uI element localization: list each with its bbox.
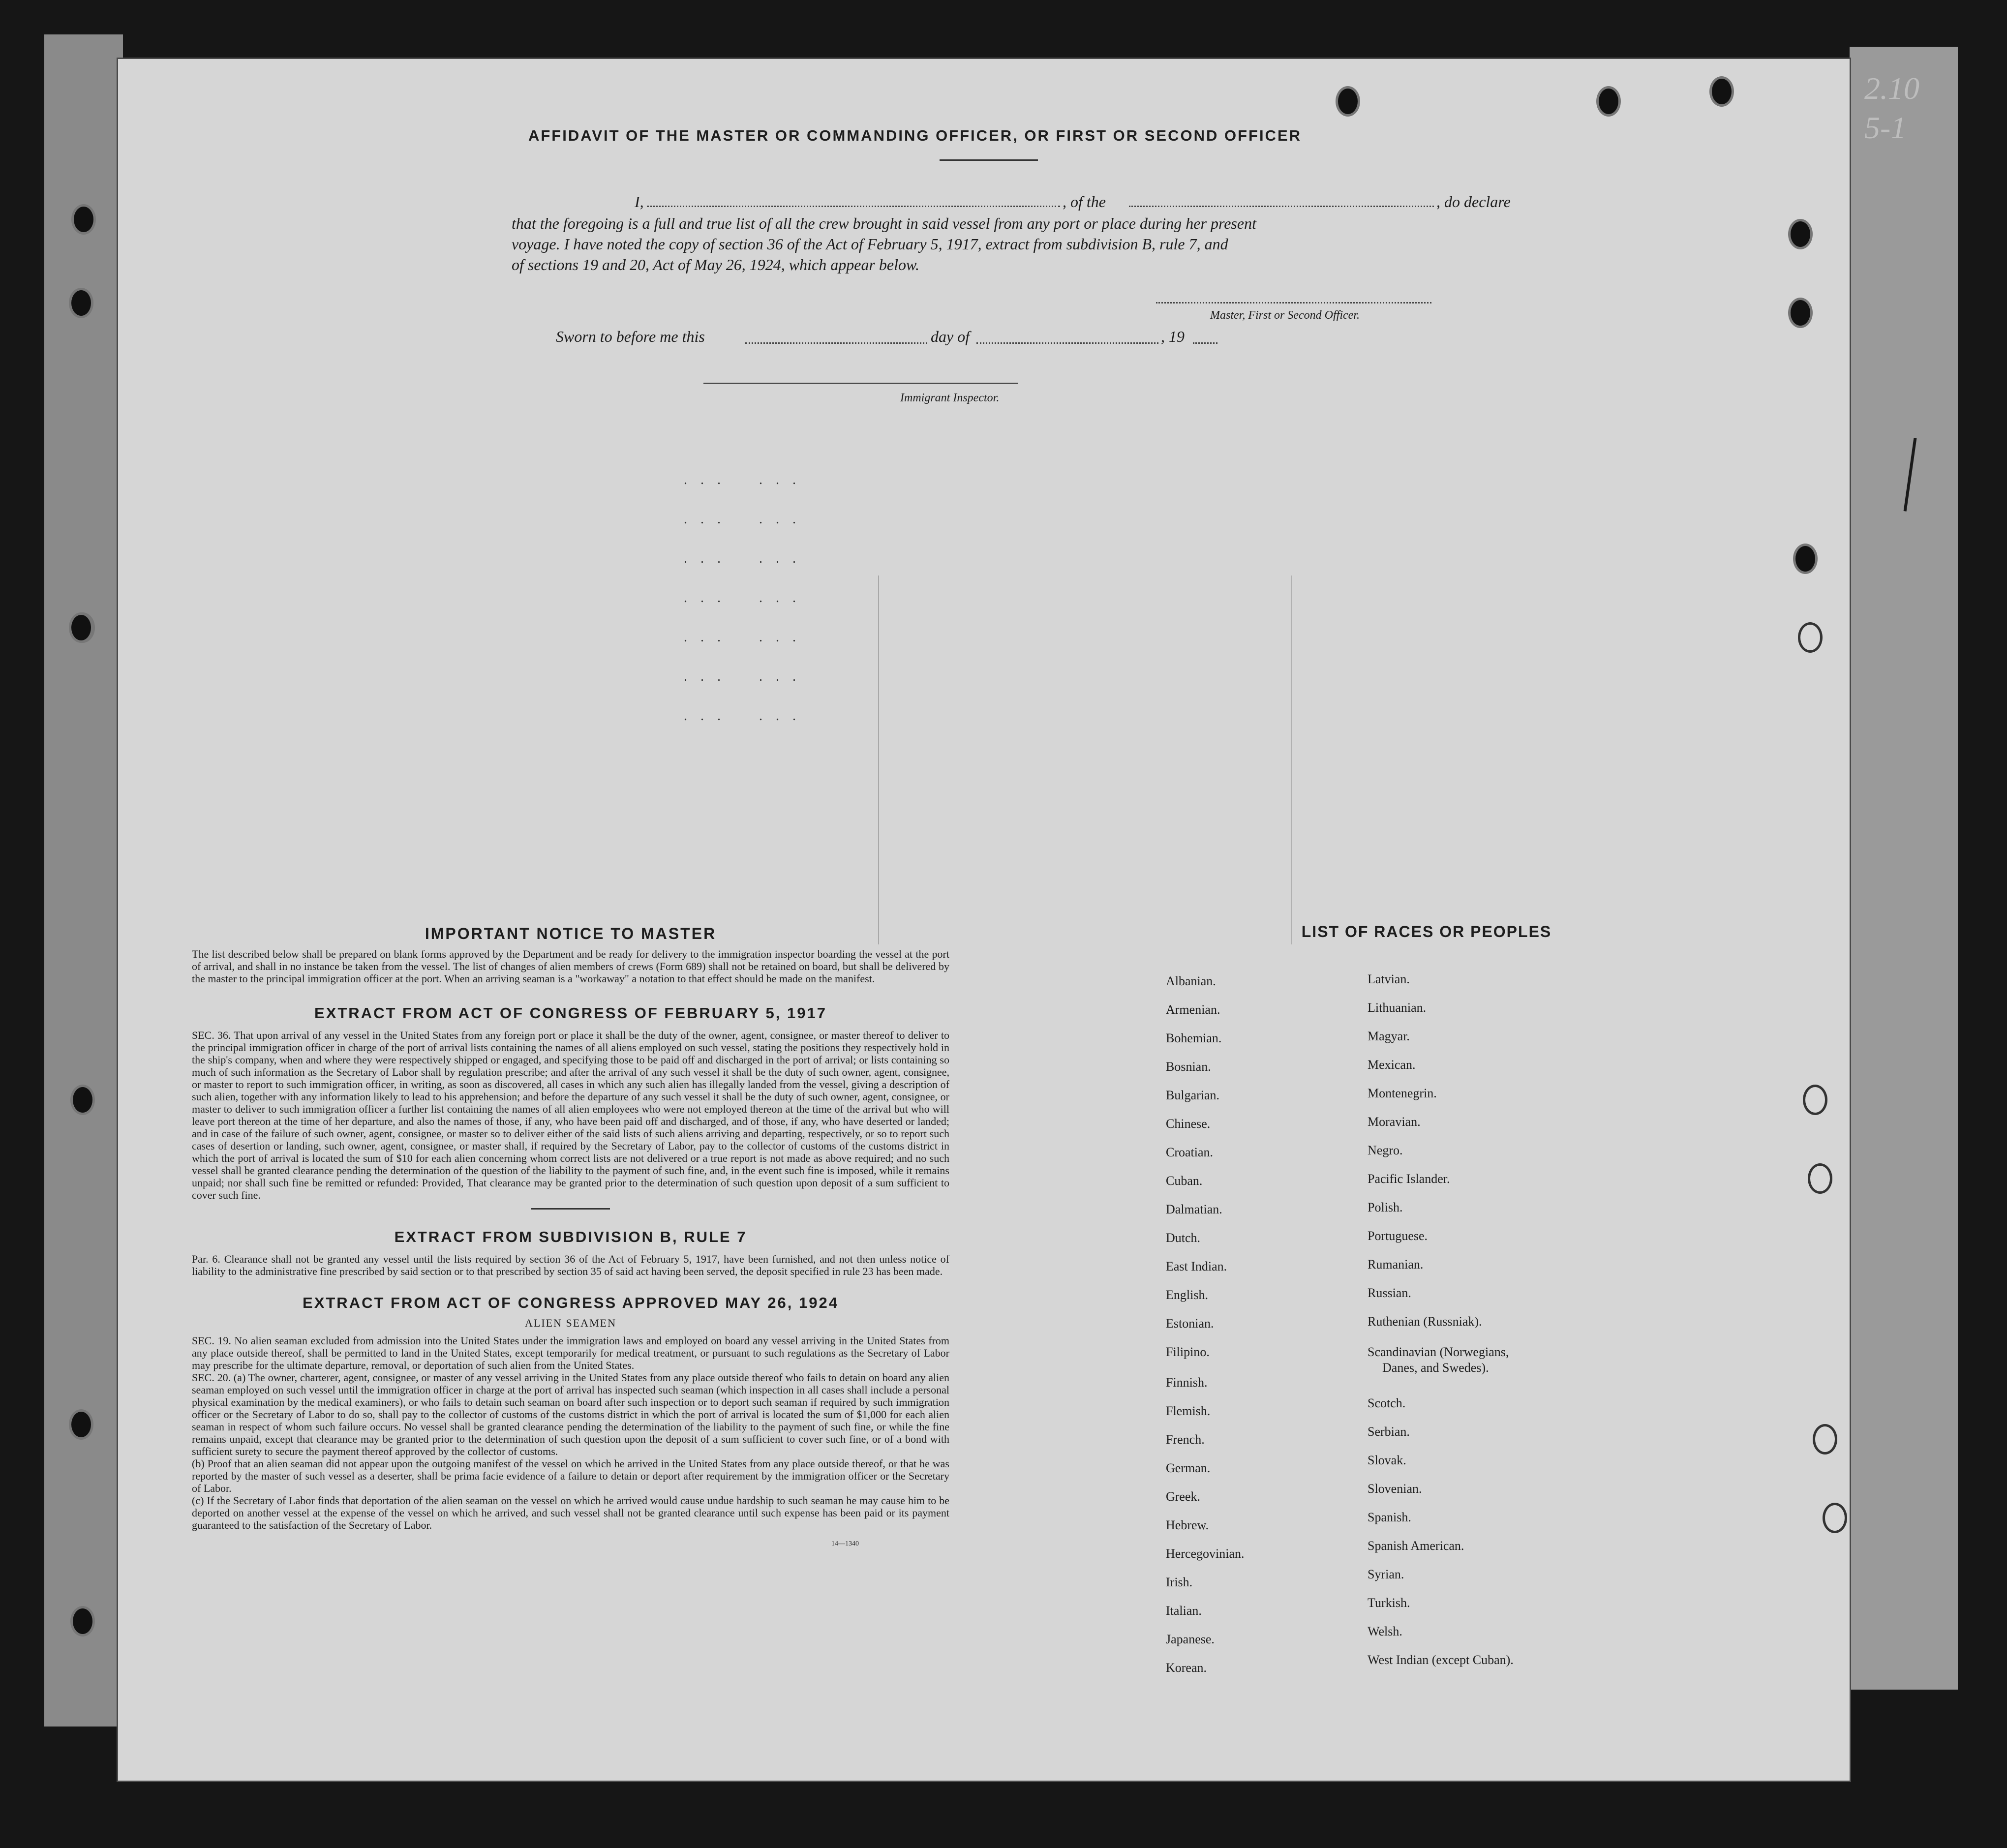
sworn-day-of: day of — [931, 328, 970, 345]
sec20c-body: (c) If the Secretary of Labor finds that deportation of the alien seaman on the vessel on which he arrived would cause undue hardship to such seaman he may cause him to be deported on another vessel at the expense of the vessel on which he arrived, and such vessel shall not be granted clearance until such expense has been paid or its payment guaranteed to the satisfaction of the Secretary of Labor. — [192, 1494, 949, 1531]
races-list-right — [1368, 972, 1643, 1720]
affidavit-line1 — [551, 193, 1584, 212]
sworn-prefix: Sworn to before me this — [556, 328, 705, 345]
punch-hole — [1805, 1087, 1825, 1113]
race-item: Irish. — [1166, 1575, 1193, 1589]
punch-hole — [1791, 221, 1810, 247]
race-item: German. — [1166, 1461, 1211, 1475]
punch-hole — [1791, 300, 1810, 326]
punch-hole — [71, 1412, 91, 1437]
scattered-dots: . . . . . . — [684, 551, 801, 566]
inspector-signature-line[interactable] — [703, 383, 1018, 384]
race-item: Flemish. — [1166, 1404, 1211, 1418]
punch-hole — [73, 1608, 92, 1634]
race-item: Lithuanian. — [1368, 1000, 1427, 1015]
rule7-body: Par. 6. Clearance shall not be granted any vessel until the lists required by section 36 of the Act of February 5, 1917, have been furnished, and not then unless notice of liability to the administrative fine prescribed by said section or to that prescribed by section 35 of said act having been served, the deposit specified in rule 23 has been made. — [192, 1253, 949, 1277]
race-item: Magyar. — [1368, 1029, 1410, 1043]
race-item: Rumanian. — [1368, 1257, 1424, 1272]
affidavit-line4: of sections 19 and 20, Act of May 26, 1924, which appear below. — [512, 256, 919, 273]
race-item: Spanish American. — [1368, 1539, 1464, 1553]
section-divider — [531, 1208, 610, 1210]
race-item: Hebrew. — [1166, 1518, 1209, 1532]
race-item: Chinese. — [1166, 1117, 1211, 1131]
sec20a-body: SEC. 20. (a) The owner, charterer, agent, consignee, or master of any vessel arriving in the United States from any place outside thereof who fails to detain on board any alien seaman employed on such vessel until the immigration officer in charge at the port of arrival has inspected such seaman (which inspection in all cases shall include a personal physical examination by the medical examiners), or who fails to detain such seaman on board after such inspection or to deport such seaman if required by such immigration officer or the Secretary of Labor to do so, shall pay to the collector of customs of the customs district in which the port of arrival is located the sum of $1,000 for each alien seaman in respect of whom such failure occurs. No vessel shall be granted clearance pending the determination of the liability to the payment of such fine, or while the fine remains unpaid, except that clearance may be granted prior to the determination of such question upon the deposit of a sum sufficient to cover such fine, or of a bond with sufficient surety to secure the payment thereof approved by the collector of customs. — [192, 1371, 949, 1457]
punch-hole — [74, 207, 93, 232]
race-item: East Indian. — [1166, 1259, 1227, 1273]
scattered-dots: . . . . . . — [684, 630, 801, 645]
sworn-year: , 19 — [1161, 328, 1185, 345]
race-item: Greek. — [1166, 1489, 1201, 1504]
race-item: English. — [1166, 1288, 1208, 1302]
race-item: Albanian. — [1166, 974, 1216, 988]
punch-hole — [71, 615, 91, 640]
affidavit-line3: voyage. I have noted the copy of section 36 of the Act of February 5, 1917, extract from subdivision B, rule 7, and — [512, 235, 1228, 253]
name-field[interactable] — [647, 206, 1060, 207]
extract-1917-title: EXTRACT FROM ACT OF CONGRESS OF FEBRUARY 5, 1917 — [314, 1004, 827, 1022]
race-item: Moravian. — [1368, 1115, 1421, 1129]
race-item: Latvian. — [1368, 972, 1410, 986]
sworn-line — [556, 328, 1294, 349]
race-item: Cuban. — [1166, 1174, 1203, 1188]
affidavit-line2: that the foregoing is a full and true list of all the crew brought in said vessel from any port or place during her present — [512, 214, 1256, 232]
notice-body: The list described below shall be prepared on blank forms approved by the Department and be ready for delivery to the immigration inspector boarding the vessel at the port of arrival, and shall in no instance be taken from the vessel. The list of changes of alien members of crews (Form 689) shall not be retained on board, but shall be delivered by the master to the principal immigration officer at the port. When an arriving seaman is a "workaway" a notation to that effect should be made on the manifest. — [192, 948, 949, 985]
race-item: Syrian. — [1368, 1567, 1404, 1581]
race-item: Japanese. — [1166, 1632, 1215, 1646]
race-item: Ruthenian (Russniak). — [1368, 1314, 1482, 1329]
affidavit-declare: , do declare — [1436, 193, 1511, 211]
race-item: Russian. — [1368, 1286, 1411, 1300]
punch-hole — [1338, 89, 1358, 114]
scattered-dots: . . . . . . — [684, 590, 801, 606]
race-item: Portuguese. — [1368, 1229, 1428, 1243]
punch-hole — [1795, 546, 1815, 572]
affidavit-of-the: , of the — [1063, 193, 1106, 211]
race-item: Welsh. — [1368, 1624, 1402, 1638]
race-item: Italian. — [1166, 1604, 1202, 1618]
punch-hole — [1599, 89, 1618, 114]
under-sheet-left — [44, 34, 123, 1727]
punch-hole — [1815, 1426, 1835, 1452]
race-item: Armenian. — [1166, 1002, 1220, 1017]
race-item: Croatian. — [1166, 1145, 1214, 1159]
race-item: Scotch. — [1368, 1396, 1406, 1410]
punch-hole — [1810, 1166, 1830, 1191]
race-item: French. — [1166, 1432, 1205, 1447]
sworn-year-field[interactable] — [1193, 342, 1217, 344]
race-item: Polish. — [1368, 1200, 1403, 1214]
race-item: Filipino. — [1166, 1345, 1210, 1359]
margin-note: 2.10 5-1 — [1864, 71, 1919, 145]
inspector-caption: Immigrant Inspector. — [900, 392, 1000, 404]
punch-hole — [73, 1087, 92, 1113]
race-item: Mexican. — [1368, 1058, 1416, 1072]
race-item: Pacific Islander. — [1368, 1172, 1450, 1186]
alien-seamen-subtitle: ALIEN SEAMEN — [525, 1317, 616, 1329]
race-item: Scandinavian (Norwegians, — [1368, 1345, 1509, 1359]
title-underline — [940, 159, 1038, 161]
races-list-left — [1166, 974, 1323, 1722]
race-item: Hercegovinian. — [1166, 1546, 1245, 1561]
race-item: Bohemian. — [1166, 1031, 1222, 1045]
form-number: 14—1340 — [831, 1540, 859, 1547]
legal-column — [192, 925, 949, 1548]
race-item: Dutch. — [1166, 1231, 1201, 1245]
race-item: Dalmatian. — [1166, 1202, 1222, 1216]
sec20b-body: (b) Proof that an alien seaman did not appear upon the outgoing manifest of the vessel on which he arrived in the United States from any place outside thereof, or that he was reported by the master of such vessel as a deserter, shall be prima facie evidence of a failure to detain or deport after requirement by the immigration officer or the Secretary of Labor. — [192, 1457, 949, 1494]
sec19-body: SEC. 19. No alien seaman excluded from admission into the United States under the immigration laws and employed on board any vessel arriving in the United States from any place outside thereof, shall be permitted to land in the United States, except temporarily for medical treatment, or pursuant to such regulations as the Secretary of Labor may prescribe for the ultimate departure, removal, or deportation of such alien from the United States. — [192, 1334, 949, 1371]
rule7-title: EXTRACT FROM SUBDIVISION B, RULE 7 — [394, 1228, 747, 1245]
affidavit-i: I, — [635, 193, 644, 211]
punch-hole — [1712, 79, 1732, 104]
race-item: Bosnian. — [1166, 1060, 1211, 1074]
race-item: Spanish. — [1368, 1510, 1411, 1524]
races-title: LIST OF RACES OR PEOPLES — [1301, 923, 1552, 940]
punch-hole — [1800, 625, 1820, 650]
bleed-through-rule — [878, 576, 879, 944]
sworn-day-field[interactable] — [745, 342, 927, 344]
under-sheet-right — [1850, 47, 1958, 1690]
signature-caption: Master, First or Second Officer. — [1210, 309, 1360, 322]
race-item: Finnish. — [1166, 1375, 1208, 1390]
scattered-dots: . . . . . . — [684, 472, 801, 487]
punch-hole — [71, 290, 91, 316]
manifest-page — [118, 59, 1850, 1781]
bleed-through-rule — [1291, 576, 1292, 944]
scattered-dots: . . . . . . — [684, 708, 801, 724]
race-item: Slovak. — [1368, 1453, 1406, 1467]
race-item: Bulgarian. — [1166, 1088, 1220, 1102]
extract-1917-body: SEC. 36. That upon arrival of any vessel in the United States from any foreign port or place it shall be the duty of the owner, agent, consignee, or master thereof to deliver to the principal immigration officer in charge of the port of arrival lists containing the names of all aliens employed on such vessel, stating the positions they respectively hold in the ship's company, when and where they were respectively shipped or engaged, and specifying those to be paid off and discharged in the port of arrival; or lists containing so much of such information as the Secretary of Labor shall by regulation prescribe; and after the arrival of any such vessel it shall be the duty of such owner, agent, consignee, or master to report to such immigration officer, in writing, as soon as discovered, all cases in which any such alien has illegally landed from the vessel, giving a description of such alien, together with any information likely to lead to his apprehension; and before the departure of any such vessel it shall be the duty of such owner, agent, consignee, or master to deliver to such immigration officer a further list containing the names of all alien employees who were not employed thereon at the time of the arrival but who will leave port thereon at the time of her departure, and also the names of those, if any, who have been paid off and discharged, and of those, if any, who have deserted or landed; and in case of the failure of such owner, agent, consignee, or master so to deliver either of the said lists of such aliens arriving and departing, respectively, or so to report such cases of desertion or landing, such owner, agent, consignee, or master shall, if required by the Secretary of Labor, pay to the collector of customs of the customs district in which the port of arrival is located the sum of $10 for each alien concerning whom correct lists are not delivered or a true report is not made as above required; and no such vessel shall be granted clearance pending the determination of the question of the liability to the payment of such fine, and, in the event such fine is imposed, while it remains unpaid; nor shall such fine be remitted or refunded: Provided, That clearance may be granted prior to the determination of such question upon deposit of a sum sufficient to cover such fine. — [192, 1029, 949, 1201]
race-item: Slovenian. — [1368, 1482, 1422, 1496]
race-item: Korean. — [1166, 1661, 1207, 1675]
scattered-dots: . . . . . . — [684, 669, 801, 684]
race-item: Danes, and Swedes). — [1382, 1361, 1489, 1375]
affidavit-title: AFFIDAVIT OF THE MASTER OR COMMANDING OFFICER, OR FIRST OR SECOND OFFICER — [528, 127, 1302, 144]
race-item: Turkish. — [1368, 1596, 1410, 1610]
race-item: Negro. — [1368, 1143, 1403, 1157]
race-item: West Indian (except Cuban). — [1368, 1653, 1514, 1667]
race-item: Montenegrin. — [1368, 1086, 1437, 1100]
extract-1924-title: EXTRACT FROM ACT OF CONGRESS APPROVED MAY 26, 1924 — [303, 1294, 839, 1311]
race-item: Serbian. — [1368, 1424, 1410, 1439]
sworn-month-field[interactable] — [976, 342, 1158, 344]
vessel-field[interactable] — [1129, 206, 1434, 207]
notice-title: IMPORTANT NOTICE TO MASTER — [425, 925, 717, 942]
race-item: Estonian. — [1166, 1316, 1214, 1331]
punch-hole — [1825, 1505, 1845, 1531]
master-signature-line[interactable] — [1156, 302, 1431, 303]
scattered-dots: . . . . . . — [684, 512, 801, 527]
